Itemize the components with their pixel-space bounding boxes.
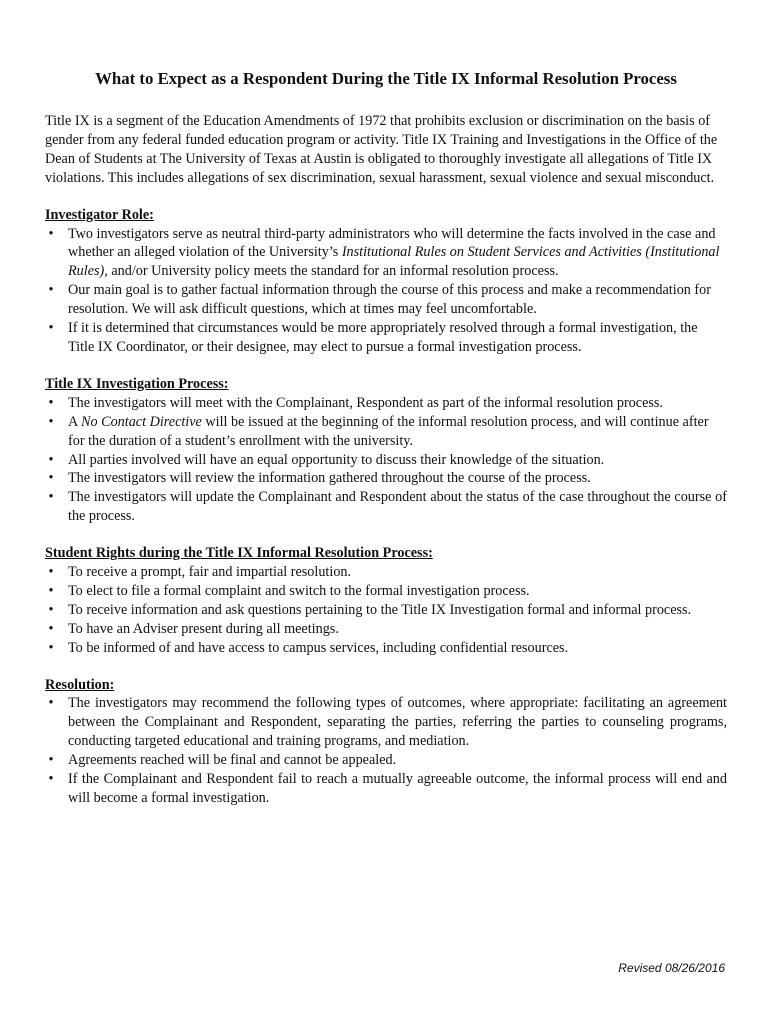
list-item: [45, 582, 727, 601]
bullet-icon: •: [48, 225, 54, 242]
bullet-icon: •: [48, 413, 54, 430]
list-item-text: A: [68, 413, 82, 430]
section-resolution: [45, 676, 727, 808]
bullet-icon: •: [48, 489, 54, 506]
bullet-icon: •: [48, 451, 54, 468]
bullet-icon: •: [48, 601, 54, 618]
revision-date: Revised 08/26/2016: [618, 961, 725, 975]
section-student-rights: [45, 544, 727, 657]
list-item-text: Agreements reached will be final and cannot be appealed.: [68, 752, 397, 769]
list-item-text: If the Complainant and Respondent fail to reach a mutually agreeable outcome, the informal process will end and will become a formal investigation.: [68, 771, 727, 806]
list-item-text: If it is determined that circumstances would be more appropriately resolved through a formal investigation, the Title IX Coordinator, or their designee, may elect to pursue a formal investigation process.: [68, 320, 698, 355]
document-title: What to Expect as a Respondent During the Title IX Informal Resolution Process: [95, 69, 677, 88]
bullet-icon: •: [48, 470, 54, 487]
list-item: [45, 563, 727, 582]
list-item-italic-text: No Contact Directive: [81, 413, 202, 430]
document-page: [45, 68, 727, 826]
list-item-text: To receive a prompt, fair and impartial resolution.: [68, 564, 352, 581]
section-heading: Resolution:: [45, 676, 115, 693]
bullet-icon: •: [48, 771, 54, 788]
bullet-list: [45, 563, 727, 658]
bullet-icon: •: [48, 620, 54, 637]
list-item-text: To elect to file a formal complaint and switch to the formal investigation process.: [68, 582, 530, 599]
section-heading: Investigator Role:: [45, 206, 154, 223]
list-item: [45, 620, 727, 639]
list-item-text: To receive information and ask questions pertaining to the Title IX Investigation formal and informal process.: [68, 601, 692, 618]
list-item-text: The investigators will review the information gathered throughout the course of the process.: [68, 470, 591, 487]
list-item: [45, 751, 727, 770]
bullet-icon: •: [48, 752, 54, 769]
list-item: [45, 770, 727, 808]
list-item-text: To be informed of and have access to campus services, including confidential resources.: [68, 639, 569, 656]
list-item-text: The investigators will meet with the Complainant, Respondent as part of the informal resolution process.: [68, 394, 663, 411]
list-item: [45, 413, 727, 451]
list-item: [45, 394, 727, 413]
list-item-text: The investigators may recommend the following types of outcomes, where appropriate: facilitating an agreement between the Complainant and Respondent, separating the parties, referring the parties to counseling programs, conducting targeted educational and training programs, and mediation.: [68, 695, 727, 750]
list-item-text: The investigators will update the Complainant and Respondent about the status of the case throughout the course of the process.: [68, 489, 727, 525]
list-item: [45, 601, 727, 620]
bullet-icon: •: [48, 695, 54, 712]
bullet-icon: •: [48, 639, 54, 656]
list-item: [45, 469, 727, 488]
section-investigator-role: [45, 206, 727, 357]
list-item-text: Two investigators serve as neutral third-party administrators who will determine the facts involved in the case and whether an alleged violation of the University’s: [68, 225, 716, 261]
list-item-text: To have an Adviser present during all meetings.: [68, 620, 339, 637]
bullet-icon: •: [48, 282, 54, 299]
bullet-icon: •: [48, 394, 54, 411]
list-item: [45, 694, 727, 751]
list-item: [45, 488, 727, 526]
intro-paragraph: Title IX is a segment of the Education Amendments of 1972 that prohibits exclusion or discrimination on the basis of gender from any federal funded education program or activity. Title IX Training and Investigations in the Office of the Dean of Students at The University of Texas at Austin is obligated to thoroughly investigate all allegations of Title IX violations. This includes allegations of sex discrimination, sexual harassment, sexual violence and sexual misconduct.: [45, 113, 718, 186]
bullet-icon: •: [48, 320, 54, 337]
bullet-list: [45, 394, 727, 526]
list-item-text: will be issued at the beginning of the informal resolution process, and will continue after for the duration of a student’s enrollment with the university.: [68, 413, 709, 449]
list-item-text: Our main goal is to gather factual information through the course of this process and make a recommendation for resolution. We will ask difficult questions, which at times may feel uncomfortable.: [68, 282, 711, 318]
list-item: [45, 639, 727, 658]
list-item: [45, 451, 727, 470]
list-item: [45, 319, 727, 357]
bullet-list: [45, 225, 727, 357]
bullet-list: [45, 694, 727, 807]
list-item: [45, 281, 727, 319]
list-item-italic-text: Institutional Rules on Student Services and Activities (Institutional Rules),: [68, 244, 720, 280]
section-heading: Title IX Investigation Process:: [45, 375, 229, 392]
bullet-icon: •: [48, 582, 54, 599]
list-item-text: and/or University policy meets the standard for an informal resolution process.: [107, 263, 559, 280]
section-investigation-process: [45, 375, 727, 526]
list-item-text: All parties involved will have an equal opportunity to discuss their knowledge of the situation.: [68, 451, 605, 468]
list-item: [45, 225, 727, 282]
section-heading: Student Rights during the Title IX Informal Resolution Process:: [45, 545, 433, 562]
bullet-icon: •: [48, 564, 54, 581]
